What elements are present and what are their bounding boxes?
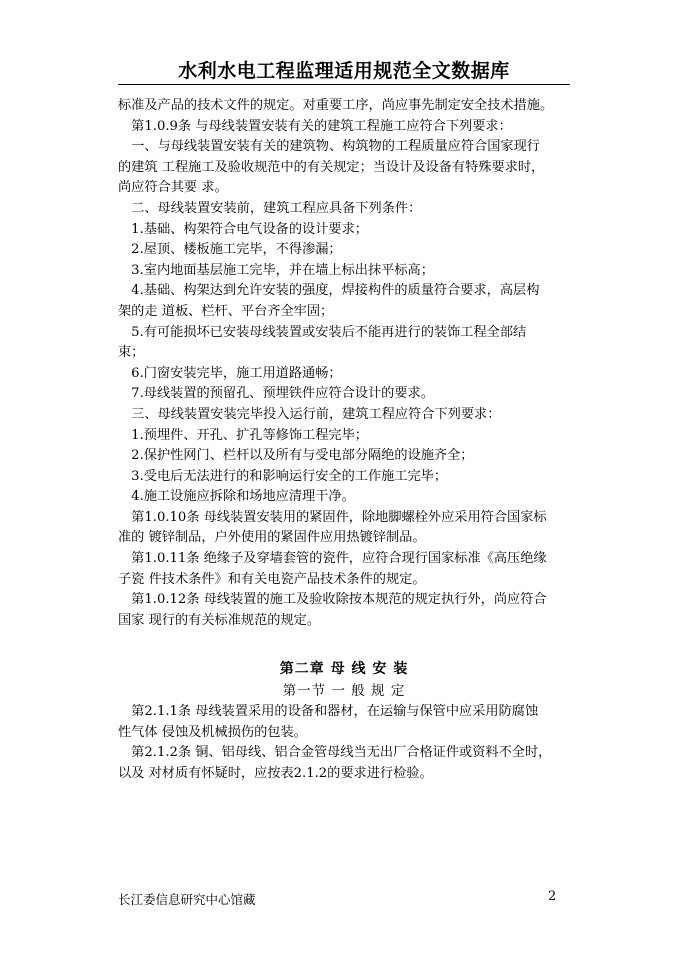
body-line: 架的走 道板、栏杆、平台齐全牢固； (118, 303, 334, 319)
body-line: 2.保护性网门、栏杆以及所有与受电部分隔绝的设施齐全； (118, 448, 474, 464)
body-line: 4.基础、构架达到允许安装的强度，焊接构件的质量符合要求，高层构 (118, 283, 540, 299)
page-number: 2 (548, 889, 557, 904)
body-line: 3.室内地面基层施工完毕，并在墙上标出抹平标高； (118, 262, 434, 278)
chapter-heading-block (118, 658, 570, 702)
body-line: 6.门窗安装完毕，施工用道路通畅； (118, 365, 342, 381)
footer-collection-label: 长江委信息研究中心馆藏 (118, 892, 256, 907)
body-line: 尚应符合其要 求。 (118, 180, 228, 196)
body-line: 1.预埋件、开孔、扩孔等修饰工程完毕； (118, 427, 368, 443)
body-line: 第1.0.10条 母线装置安装用的紧固件，除地脚螺栓外应采用符合国家标 (118, 509, 547, 525)
body-line: 第1.0.12条 母线装置的施工及验收除按本规范的规定执行外，尚应符合 (118, 592, 547, 608)
body-line: 第2.1.1条 母线装置采用的设备和器材，在运输与保管中应采用防腐蚀 (118, 704, 539, 719)
header-divider (118, 84, 570, 85)
body-line: 第2.1.2条 铜、铝母线、铝合金管母线当无出厂合格证件或资料不全时， (118, 745, 552, 761)
body-line: 2.屋顶、楼板施工完毕，不得渗漏； (118, 242, 342, 258)
body-line: 标准及产品的技术文件的规定。对重要工序，尚应事先制定安全技术措施。 (118, 98, 554, 113)
body-line: 三、母线装置安装完毕投入运行前，建筑工程应符合下列要求： (118, 406, 501, 422)
body-line: 1.基础、构架符合电气设备的设计要求； (118, 221, 368, 237)
body-line: 3.受电后无法进行的和影响运行安全的工作施工完毕； (118, 468, 448, 484)
body-line: 以及 对材质有怀疑时，应按表2.1.2的要求进行检验。 (118, 765, 433, 781)
body-line: 子瓷 件技术条件》和有关电瓷产品技术条件的规定。 (118, 571, 426, 587)
body-line: 国家 现行的有关标准规范的规定。 (118, 612, 321, 628)
section-title: 第一节 一 般 规 定 (282, 683, 406, 699)
body-line: 7.母线装置的预留孔、预埋铁件应符合设计的要求。 (118, 386, 434, 402)
body-line: 二、母线装置安装前，建筑工程应具备下列条件： (118, 200, 422, 216)
body-line: 一、与母线装置安装有关的建筑物、构筑物的工程质量应符合国家现行 (118, 139, 540, 155)
body-line: 第1.0.11条 绝缘子及穿墙套管的瓷件，应符合现行国家标准《高压绝缘 (118, 551, 547, 567)
body-line: 束； (118, 345, 145, 361)
body-line: 性气体 侵蚀及机械损伤的包装。 (118, 724, 307, 740)
body-line: 第1.0.9条 与母线装置安装有关的建筑工程施工应符合下列要求： (118, 118, 512, 134)
body-line: 4.施工设施应拆除和场地应清理干净。 (118, 489, 355, 505)
body-line: 准的 镀锌制品，户外使用的紧固件应用热镀锌制品。 (118, 530, 426, 546)
page-header-title: 水利水电工程监理适用规范全文数据库 (178, 60, 510, 82)
document-body (118, 96, 570, 631)
chapter-title: 第二章 母 线 安 装 (279, 661, 409, 677)
chapter-body (118, 702, 570, 784)
body-line: 5.有可能损坏已安装母线装置或安装后不能再进行的装饰工程全部结 (118, 324, 527, 340)
body-line: 的建筑 工程施工及验收规范中的有关规定；当设计及设备有特殊要求时， (118, 159, 545, 175)
